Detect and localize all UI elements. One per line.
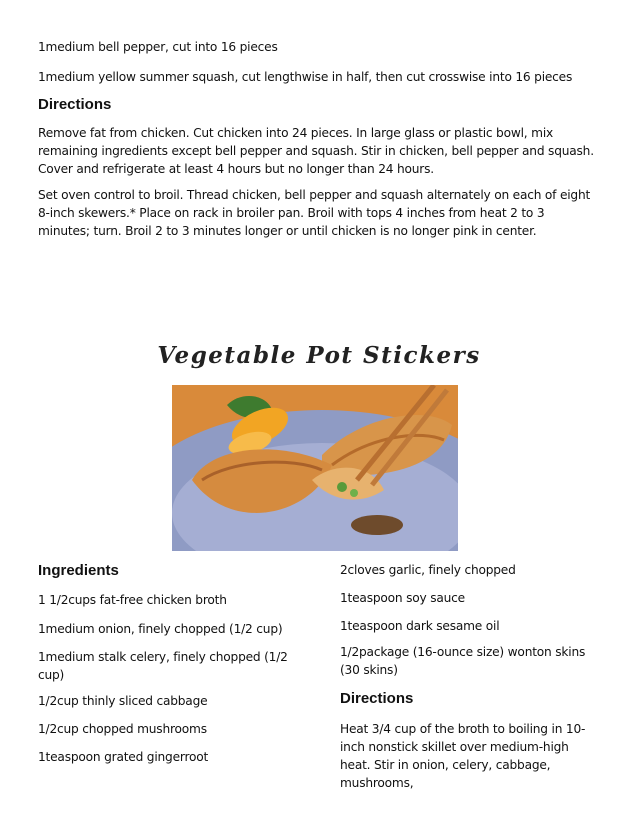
ingredient-line: 1medium yellow summer squash, cut lengthwise in half, then cut crosswise into 16 pieces xyxy=(38,70,573,84)
ingredient-line: 1/2cup chopped mushrooms xyxy=(38,722,207,736)
ingredient-line: 1teaspoon grated gingerroot xyxy=(38,750,209,764)
directions-heading: Directions xyxy=(340,690,414,707)
directions-paragraph: Remove fat from chicken. Cut chicken into 24 pieces. In large glass or plastic bowl, mix remaining ingredients except bell pepper and squash. Stir in chicken, bell pepper and squash. Cover and refrigerate at least 4 hours but no longer than 24 hours. xyxy=(38,126,594,176)
ingredient-line: 1medium bell pepper, cut into 16 pieces xyxy=(38,40,278,54)
recipe-title: Vegetable Pot Stickers xyxy=(157,342,481,369)
directions-paragraph: Set oven control to broil. Thread chicken, bell pepper and squash alternately on each of eight 8-inch skewers.* Place on rack in broiler pan. Broil with tops 4 inches from heat 2 to 3 minutes; turn. Broil 2 to 3 minutes longer or until chicken is no longer pink in center. xyxy=(38,188,591,238)
ingredient-line: 1/2package (16-ounce size) wonton skins (30 skins) xyxy=(340,645,586,677)
ingredient-line: 1/2cup thinly sliced cabbage xyxy=(38,694,208,708)
pot-stickers-photo xyxy=(172,385,458,551)
ingredients-heading: Ingredients xyxy=(38,562,119,579)
ingredient-line: 1medium stalk celery, finely chopped (1/2 cup) xyxy=(38,650,288,682)
ingredient-line: 1medium onion, finely chopped (1/2 cup) xyxy=(38,622,283,636)
ingredient-line: 2cloves garlic, finely chopped xyxy=(340,563,516,577)
ingredient-line: 1teaspoon soy sauce xyxy=(340,591,465,605)
ingredient-line: 1 1/2cups fat-free chicken broth xyxy=(38,593,227,607)
directions-paragraph: Heat 3/4 cup of the broth to boiling in 10-inch nonstick skillet over medium-high heat. Stir in onion, celery, cabbage, mushrooms, xyxy=(340,722,586,790)
directions-heading: Directions xyxy=(38,96,112,113)
ingredient-line: 1teaspoon dark sesame oil xyxy=(340,619,500,633)
